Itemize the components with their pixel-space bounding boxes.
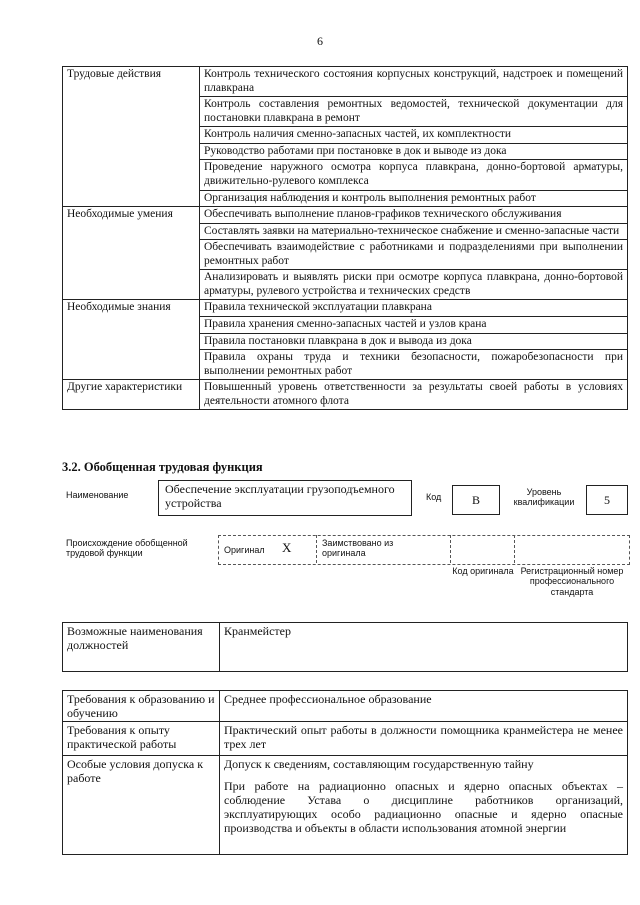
row-label: Другие характеристики	[63, 380, 200, 410]
table-cell: Повышенный уровень ответственности за результаты своей работы в условиях деятельности атомного флота	[200, 380, 628, 410]
table-row	[63, 207, 628, 224]
table-cell: Обеспечивать выполнение планов-графиков технического обслуживания	[200, 207, 628, 224]
table-row	[63, 67, 628, 97]
row-label: Требования к опыту практической работы	[63, 722, 220, 755]
origin-label: Происхождение обобщенной трудовой функции	[66, 538, 188, 559]
page-number: 6	[317, 34, 323, 48]
table-cell: Правила хранения сменно-запасных частей и узлов крана	[200, 317, 628, 334]
table-cell: Контроль наличия сменно-запасных частей, их комплектности	[200, 127, 628, 144]
table-cell: Анализировать и выявлять риски при осмотре корпуса плавкрана, донно-бортовой арматуры, рулевого устройства и технических средств	[200, 270, 628, 300]
section-title: 3.2. Обобщенная трудовая функция	[62, 460, 263, 474]
table-cell: Организация наблюдения и контроль выполнения ремонтных работ	[200, 190, 628, 207]
table-cell: Правила охраны труда и техники безопасности, пожаробезопасности при выполнении ремонтных работ	[200, 350, 628, 380]
table-cell: Составлять заявки на материально-техническое снабжение и сменно-запасные части	[200, 223, 628, 240]
cell-text: При работе на радиационно опасных и ядерно опасных объектах – соблюдение Устава о дисциплине работников организаций, эксплуатирующих особо радиационно опасные и ядерно опасные производства и объекты в области использования атомной энергии	[224, 778, 623, 836]
row-label: Возможные наименования должностей	[63, 623, 220, 672]
original-mark: Х	[282, 540, 292, 555]
table-row	[63, 691, 628, 722]
origin-divider	[316, 535, 317, 563]
table-cell	[220, 691, 628, 722]
code-original-label: Код оригинала	[452, 566, 514, 576]
table-cell: Обеспечивать взаимодействие с работниками и подразделениями при выполнении ремонтных работ	[200, 240, 628, 270]
table-row	[63, 623, 628, 672]
row-label: Необходимые умения	[63, 207, 200, 300]
name-label: Наименование	[66, 490, 129, 500]
table-row	[63, 755, 628, 854]
table-cell: Контроль составления ремонтных ведомостей, технической документации для постановки плавкрана в ремонт	[200, 97, 628, 127]
table-cell: Контроль технического состояния корпусных конструкций, надстроек и помещений плавкрана	[200, 67, 628, 97]
row-label: Трудовые действия	[63, 67, 200, 207]
row-label: Требования к образованию и обучению	[63, 691, 220, 722]
requirements-table	[62, 690, 628, 855]
cell-text: Среднее профессиональное образование	[224, 692, 432, 706]
borrowed-label: Заимствовано из оригинала	[322, 538, 394, 559]
table-row	[63, 380, 628, 410]
positions-table	[62, 622, 628, 672]
cell-text: Допуск к сведениям, составляющим государственную тайну	[224, 756, 534, 771]
table-cell: Проведение наружного осмотра корпуса плавкрана, донно-бортовой арматуры, движительно-рулевого комплекса	[200, 160, 628, 190]
code-box: В	[452, 485, 500, 515]
table-cell: Руководство работами при постановке в док и выводе из дока	[200, 143, 628, 160]
cell-text: Практический опыт работы в должности помощника кранмейстера не менее трех лет	[224, 723, 623, 752]
labor-functions-table	[62, 66, 628, 410]
origin-grid	[218, 535, 630, 565]
level-label: Уровень квалификации	[513, 487, 575, 508]
row-label: Необходимые знания	[63, 300, 200, 380]
origin-divider	[450, 535, 451, 563]
level-box: 5	[586, 485, 628, 515]
code-label: Код	[426, 492, 442, 502]
table-cell	[220, 722, 628, 755]
table-row	[63, 300, 628, 317]
table-cell: Правила технической эксплуатации плавкрана	[200, 300, 628, 317]
table-cell	[220, 755, 628, 854]
table-row	[63, 722, 628, 755]
original-label: Оригинал	[224, 545, 265, 555]
table-cell: Кранмейстер	[220, 623, 628, 672]
table-cell: Правила постановки плавкрана в док и вывода из дока	[200, 333, 628, 350]
function-name-box: Обеспечение эксплуатации грузоподъемного устройства	[158, 480, 412, 516]
reg-number-label: Регистрационный номер профессионального стандарта	[520, 566, 624, 597]
row-label: Особые условия допуска к работе	[63, 755, 220, 854]
origin-divider	[514, 535, 515, 563]
